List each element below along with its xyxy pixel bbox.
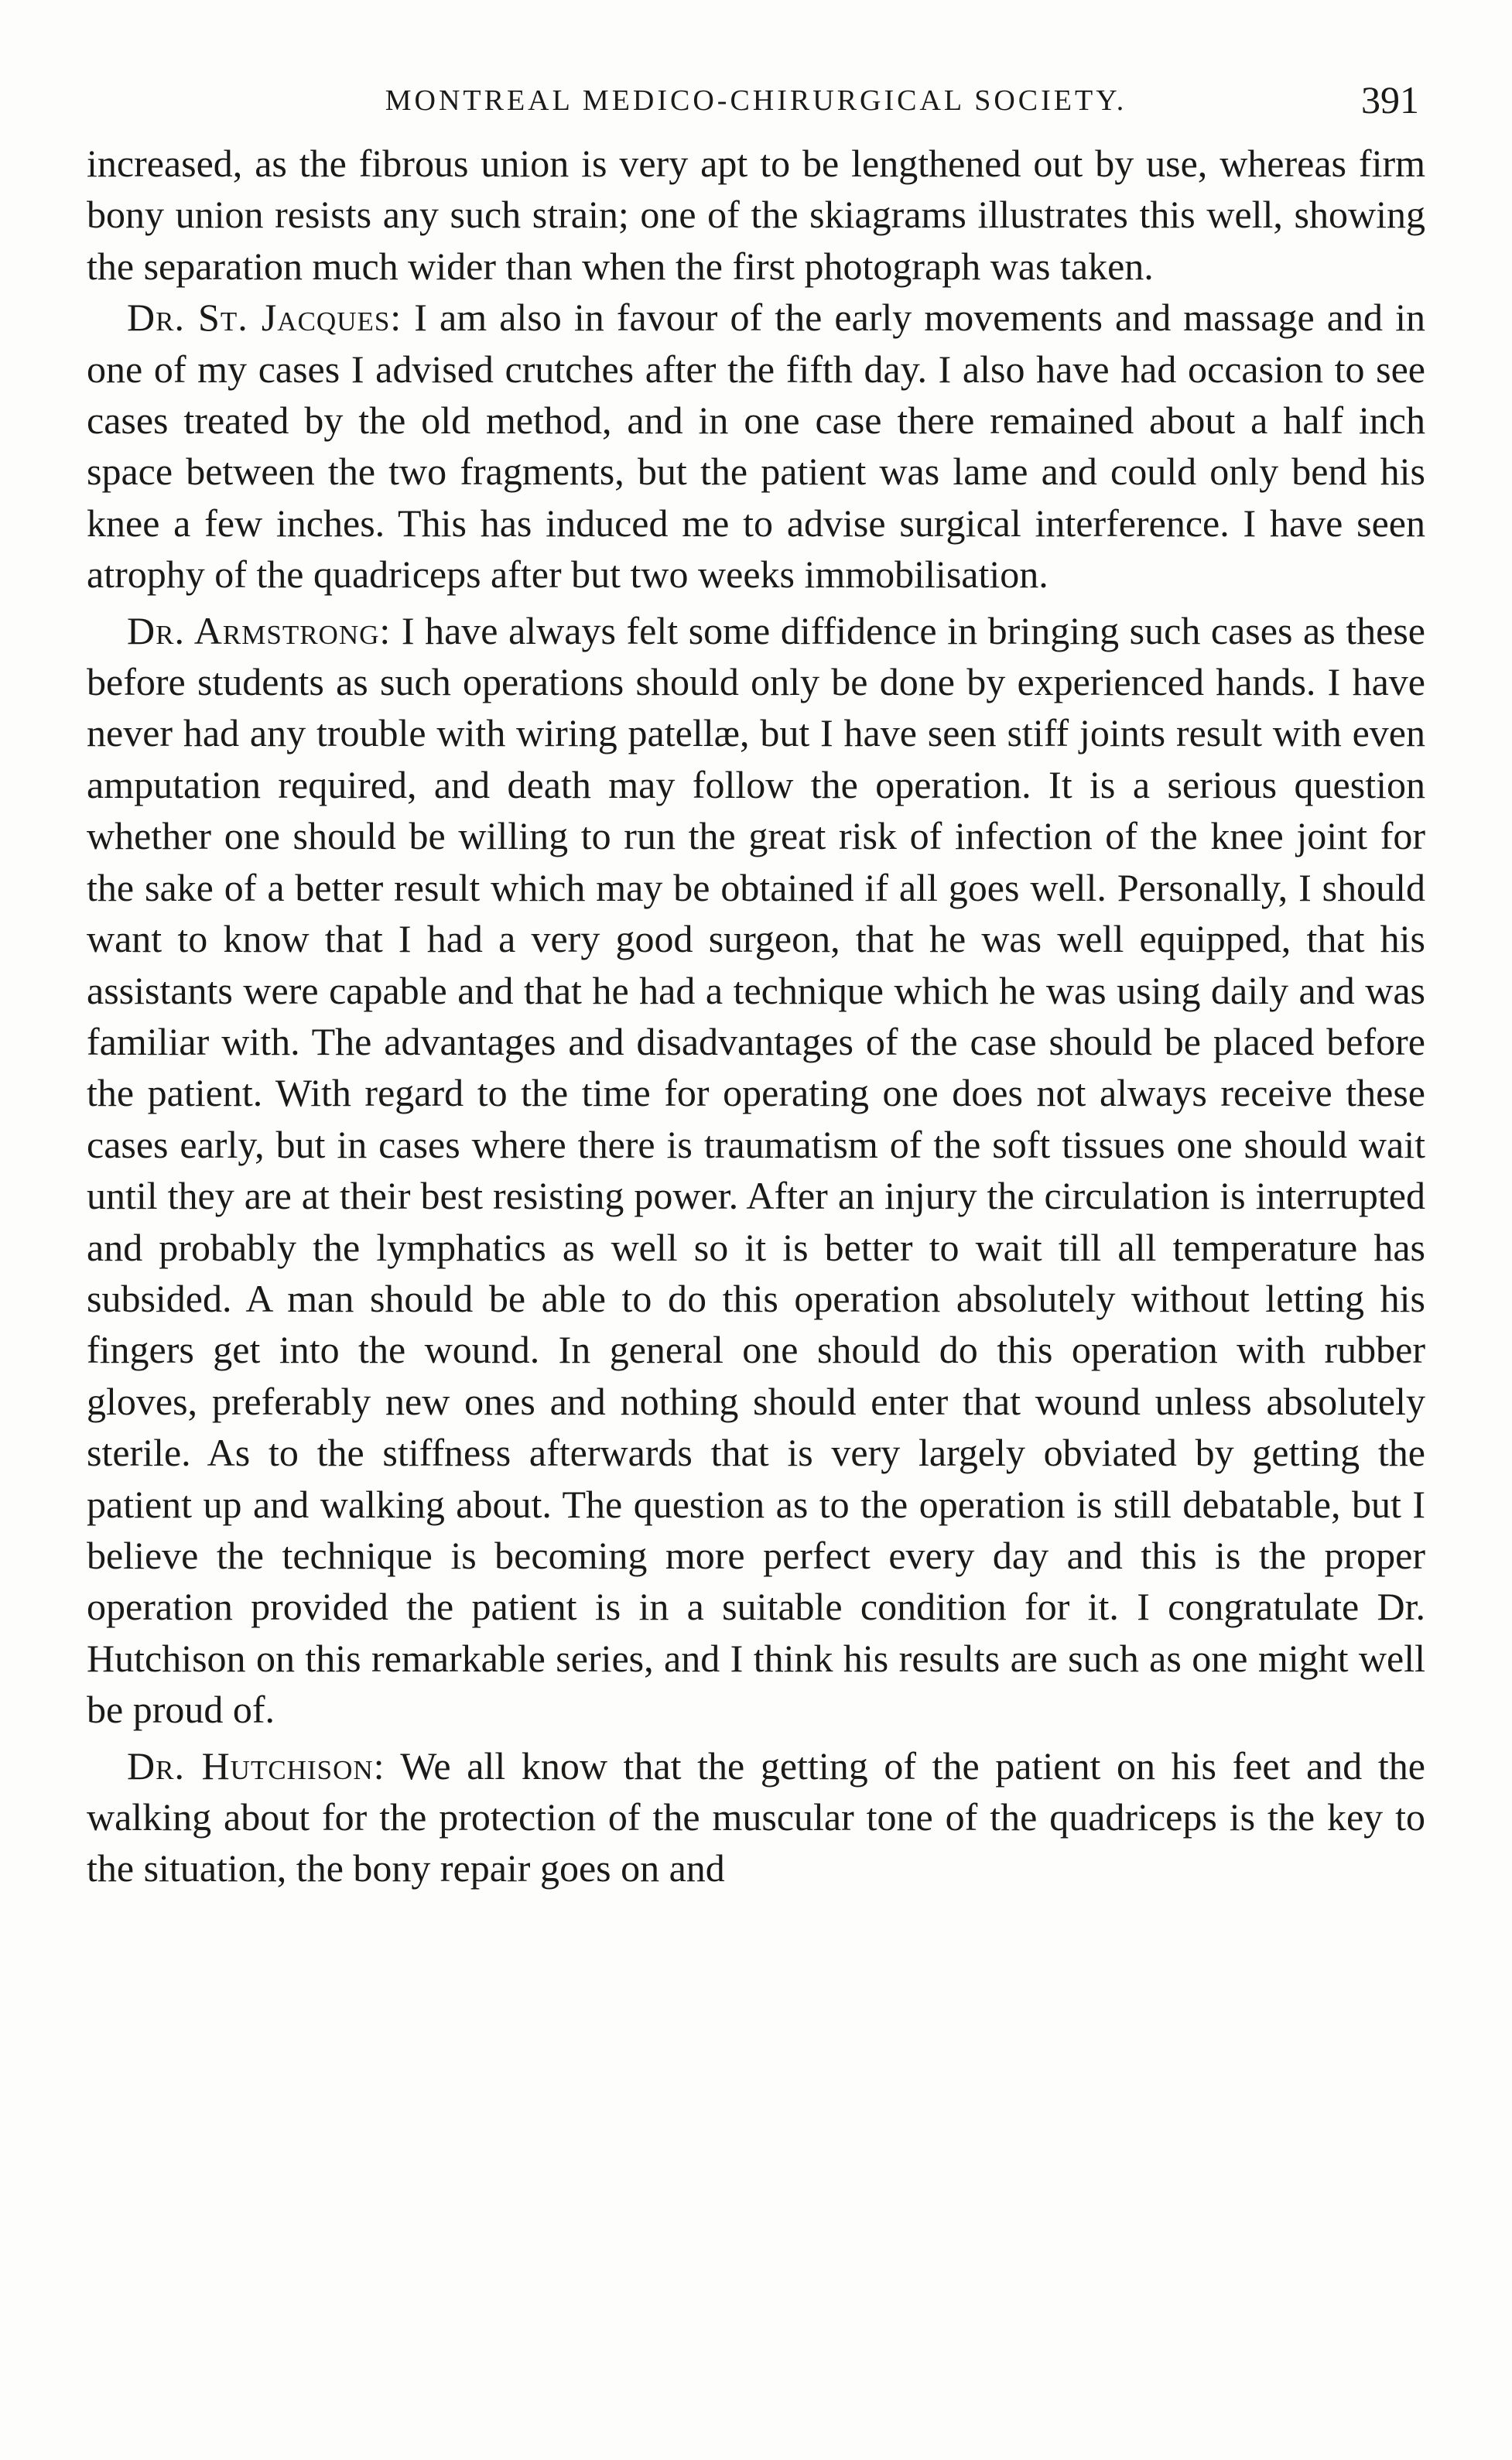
paragraph-continuation — [87, 138, 1425, 292]
speaker-name: Dr. St. Jacques: — [127, 296, 402, 340]
body-text — [87, 138, 1425, 1894]
paragraph-text: I have always felt some diffidence in bringing such cases as these before students as such operations should only be done by experienced hands. I have never had any trouble with wiring patellæ, but I have seen stiff joints result with even amputation required, and death may follow the operation. It is a serious question whether one should be willing to run the great risk of infection of the knee joint for the sake of a better result which may be obtained if all goes well. Personally, I should want to know that I had a very good surgeon, that he was well equipped, that his assistants were capable and that he had a technique which he was using daily and was familiar with. The advantages and disadvantages of the case should be placed before the patient. With regard to the time for operating one does not always receive these cases early, but in cases where there is traumatism of the soft tissues one should wait until they are at their best resisting power. After an injury the circulation is interrupted and probably the lymphatics as well so it is better to wait till all temperature has subsided. A man should be able to do this operation absolutely without letting his fingers get into the wound. In general one should do this operation with rubber gloves, preferably new ones and nothing should enter that wound unless absolutely sterile. As to the stiffness afterwards that is very largely obviated by getting the patient up and walking about. The question as to the operation is still debatable, but I believe the technique is becoming more perfect every day and this is the proper operation provided the patient is in a suitable condition for it. I congratulate Dr. Hutchison on this remarkable series, and I think his results are such as one might well be proud of. — [87, 608, 1425, 1732]
speaker-name: Dr. Armstrong: — [127, 608, 392, 652]
paragraph-text: I am also in favour of the early movements and massage and in one of my cases I advised crutches after the fifth day. I also have had occasion to see cases treated by the old method, and in one case there remained about a half inch space between the two fragments, but the patient was lame and could only bend his knee a few inches. This has induced me to advise surgical interference. I have seen atrophy of the quadriceps after but two weeks immobilisation. — [87, 296, 1425, 597]
paragraph-text: We all know that the getting of the patient on his feet and the walking about for the protection of the muscular tone of the quadriceps is the key to the situation, the bony repair goes on and — [87, 1743, 1425, 1890]
page-number: 391 — [1361, 78, 1419, 121]
paragraph-st-jacques — [87, 292, 1425, 600]
speaker-name: Dr. Hutchison: — [127, 1743, 385, 1788]
paragraph-armstrong — [87, 605, 1425, 1736]
paragraph-text: increased, as the fibrous union is very apt to be lengthened out by use, whereas firm bony union resists any such strain; one of the skiagrams illustrates this well, showing the separation much wider than when the first photograph was taken. — [87, 142, 1425, 288]
running-head: MONTREAL MEDICO-CHIRURGICAL SOCIETY. — [385, 84, 1127, 117]
page-header — [93, 78, 1419, 138]
paragraph-hutchison — [87, 1740, 1425, 1894]
